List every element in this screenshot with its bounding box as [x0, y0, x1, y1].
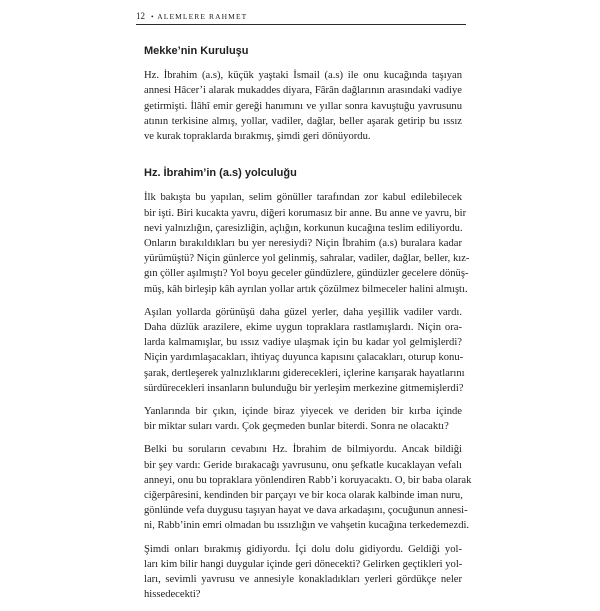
text-line: ve kurak topraklarda bırakmış, şimdi geri dönüyordu.: [144, 131, 371, 143]
text-line: anneyi, onu bu topraklara yönlendiren Rabb’i koruyacaktı. O, bir baba olarak: [144, 474, 472, 486]
paragraph: [144, 68, 462, 144]
text-line: Niçin yardımlaşacakları, ihtiyaç duyunca kapısını çalacakları, oturup konu-: [144, 352, 464, 364]
text-line: Şimdi onları bırakmış gidiyordu. İçi dolu dolu gidiyordu. Geldiği yol-: [144, 543, 462, 555]
text-line: bir işti. Biri kucakta yavru, diğeri korumasız bir anne. Bu anne ve yavru, bir: [144, 207, 467, 219]
text-line: nevi yalnızlığın, çaresizliğin, açlığın, korkunun kucağına teslim ediliyordu.: [144, 222, 463, 234]
header-title: ALEMLERE RAHMET: [157, 12, 248, 21]
text-line: sürdürecekleri insanların bulunduğu bir yerleşim merkezine gitmemişlerdi?: [144, 382, 464, 394]
text-line: atının terkisine almış, yollar, vadiler, dağlar, beller aşarak getirip bu ıssız: [144, 115, 462, 127]
text-line: Belki bu soruların cevabını Hz. İbrahim de bilmiyordu. Ancak bildiği: [144, 444, 462, 456]
section-heading: Mekke’nin Kuruluşu: [144, 45, 249, 57]
text-line: bir miktar suları vardı. Çok geçmeden bunlar biterdi. Sonra ne olacaktı?: [144, 421, 449, 433]
text-line: şarak, dertleşerek yalnızlıklarını giderecekleri, içlerine karışarak hayatlarını: [144, 367, 465, 379]
running-header: [136, 11, 466, 25]
header-separator: •: [150, 12, 155, 21]
text-line: ları, sevimli yavrusu ve annesiyle konakladıkları yerleri gördükçe neler: [144, 574, 462, 586]
paragraph: [144, 404, 462, 434]
text-line: gönlünde vefa duygusu taşıyan hayat ve dava arkadaşını, çocuğunun annesi-: [144, 505, 468, 517]
paragraph: [144, 190, 470, 296]
page-body: [144, 44, 472, 611]
text-line: Aşılan yollarda görünüşü daha güzel yerler, daha yeşillik vadiler vardı.: [144, 306, 462, 318]
text-line: yürümüştü? Niçin günlerce yol gelinmiş, sahralar, vadiler, dağlar, beller, kız-: [144, 253, 470, 265]
text-line: gın çöller aşılmıştı? Yol boyu geceler gündüzlere, gündüzler gecelere dönüş-: [144, 268, 469, 280]
paragraph: [144, 542, 462, 603]
text-line: annesi Hâcer’i alarak mukaddes diyara, Fârân dağlarının arasındaki vadiye: [144, 85, 462, 97]
text-line: ları kim bilir hangi duygular içinde geri dönecekti? Gelirken geçtikleri yol-: [144, 558, 463, 570]
text-line: Onların bırakıldıkları bu yer neresiydi? Niçin İbrahim (a.s) buralara kadar: [144, 238, 462, 250]
text-line: getirmişti. İlâhî emir gereği hanımını ve yıllar sonra kavuştuğu yavrusunu: [144, 100, 462, 112]
text-line: larda kalmamışlar, bu ıssız vadiye ulaşmak için bu kadar yol gelmişlerdi?: [144, 337, 462, 349]
text-line: İlk bakışta bu yapılan, selim gönüller tarafından zor kabul edilebilecek: [144, 192, 462, 204]
text-line: müş, kâh birleşip kâh ayrılan yollar artık çözülmez bilmeceler halini almıştı.: [144, 283, 468, 295]
text-line: Hz. İbrahim (a.s), küçük yaştaki İsmail (a.s) ile onu kucağında taşıyan: [144, 70, 462, 82]
page-number: 12: [136, 11, 145, 21]
paragraph: [144, 305, 465, 396]
text-line: bir şey vardı: Geride bırakacağı yavrusunu, onu şefkatle kucaklayan vefalı: [144, 459, 462, 471]
text-line: Daha düzlük arazilere, ekime uygun topraklara rastlamışlardı. Niçin ora-: [144, 322, 462, 334]
section-heading: Hz. İbrahim’in (a.s) yolculuğu: [144, 167, 297, 180]
text-line: hissedecekti?: [144, 589, 201, 601]
text-line: Yanlarında bir çıkın, içinde biraz yiyecek ve deriden bir kırba içinde: [144, 406, 462, 418]
text-line: ciğerpâresini, kendinden bir parçayı ve bir koca olarak kalbinde iman nuru,: [144, 490, 463, 502]
text-line: ni, Rabb’inin emri olmadan bu ıssızlığın ve vahşetin kucağına terkedemezdi.: [144, 520, 470, 532]
paragraph: [144, 442, 472, 533]
